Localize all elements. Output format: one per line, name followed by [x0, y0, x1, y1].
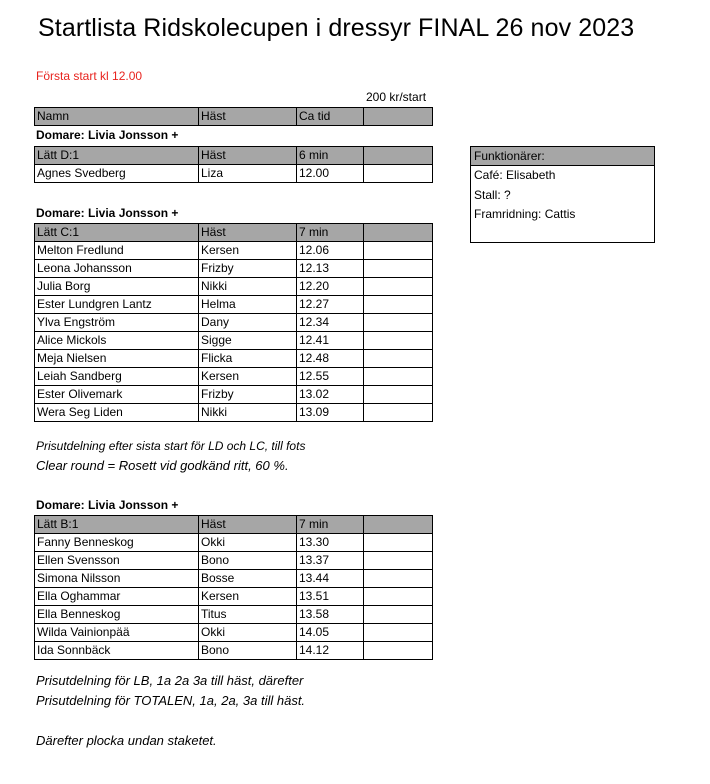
duration-cell: 7 min	[297, 224, 364, 242]
time-cell: 13.37	[297, 552, 364, 570]
time-cell: 12.48	[297, 350, 364, 368]
extra-column-header	[364, 108, 433, 126]
horse-cell: Kersen	[199, 242, 297, 260]
rider-cell: Ida Sonnbäck	[35, 642, 199, 660]
rider-cell: Ellen Svensson	[35, 552, 199, 570]
extra-cell	[364, 260, 433, 278]
table-row	[35, 570, 433, 588]
rider-cell: Alice Mickols	[35, 332, 199, 350]
judge-label-ld: Domare: Livia Jonsson +	[36, 128, 179, 142]
time-cell: 13.51	[297, 588, 364, 606]
staff-title: Funktionärer:	[471, 147, 654, 166]
extra-cell	[364, 368, 433, 386]
time-cell: 12.06	[297, 242, 364, 260]
rider-cell: Ester Lundgren Lantz	[35, 296, 199, 314]
judge-label-lc: Domare: Livia Jonsson +	[36, 206, 179, 220]
time-cell: 12.41	[297, 332, 364, 350]
time-cell: 14.05	[297, 624, 364, 642]
rider-cell: Fanny Benneskog	[35, 534, 199, 552]
table-row	[35, 332, 433, 350]
table-row	[35, 296, 433, 314]
extra-cell	[364, 606, 433, 624]
extra-cell	[364, 534, 433, 552]
extra-cell	[364, 350, 433, 368]
staff-box	[470, 146, 655, 243]
extra-cell	[364, 404, 433, 422]
extra-cell	[364, 570, 433, 588]
staff-warmup: Framridning: Cattis	[474, 207, 576, 221]
time-cell: 13.30	[297, 534, 364, 552]
class-header-row	[35, 147, 433, 165]
rider-cell: Leona Johansson	[35, 260, 199, 278]
extra-header-cell	[364, 147, 433, 165]
table-row	[35, 314, 433, 332]
extra-cell	[364, 314, 433, 332]
extra-cell	[364, 386, 433, 404]
table-row	[35, 552, 433, 570]
horse-cell: Frizby	[199, 260, 297, 278]
time-cell: 13.09	[297, 404, 364, 422]
horse-cell: Titus	[199, 606, 297, 624]
time-cell: 12.55	[297, 368, 364, 386]
rider-cell: Meja Nielsen	[35, 350, 199, 368]
horse-cell: Kersen	[199, 588, 297, 606]
extra-cell	[364, 332, 433, 350]
class-table-lb	[34, 515, 433, 660]
rider-cell: Ylva Engström	[35, 314, 199, 332]
time-cell: 12.00	[297, 165, 364, 183]
prize-note-total: Prisutdelning för TOTALEN, 1a, 2a, 3a till häst.	[36, 693, 306, 708]
time-cell: 12.34	[297, 314, 364, 332]
time-cell: 12.20	[297, 278, 364, 296]
class-header-row	[35, 224, 433, 242]
first-start-time: Första start kl 12.00	[36, 69, 143, 83]
judge-label-lb: Domare: Livia Jonsson +	[36, 498, 179, 512]
class-name-cell: Lätt B:1	[35, 516, 199, 534]
extra-cell	[364, 165, 433, 183]
extra-cell	[364, 642, 433, 660]
horse-cell: Flicka	[199, 350, 297, 368]
rider-cell: Agnes Svedberg	[35, 165, 199, 183]
rider-cell: Ester Olivemark	[35, 386, 199, 404]
class-name-cell: Lätt C:1	[35, 224, 199, 242]
staff-stable: Stall: ?	[474, 187, 511, 202]
class-name-cell: Lätt D:1	[35, 147, 199, 165]
table-row	[35, 165, 433, 183]
horse-cell: Nikki	[199, 278, 297, 296]
page-title: Startlista Ridskolecupen i dressyr FINAL 26 nov 2023	[38, 14, 635, 42]
time-cell: 12.27	[297, 296, 364, 314]
cleanup-note: Därefter plocka undan staketet.	[36, 733, 217, 748]
price-per-start: 200 kr/start	[366, 90, 427, 104]
rider-cell: Ella Oghammar	[35, 588, 199, 606]
table-row	[35, 386, 433, 404]
horse-header-cell: Häst	[199, 516, 297, 534]
extra-header-cell	[364, 516, 433, 534]
table-row	[35, 624, 433, 642]
table-row	[35, 368, 433, 386]
name-column-header: Namn	[35, 108, 199, 126]
time-cell: 13.44	[297, 570, 364, 588]
class-table-lc	[34, 223, 433, 422]
horse-cell: Bosse	[199, 570, 297, 588]
horse-cell: Bono	[199, 552, 297, 570]
table-row	[35, 404, 433, 422]
time-cell: 13.58	[297, 606, 364, 624]
rider-cell: Melton Fredlund	[35, 242, 199, 260]
horse-cell: Bono	[199, 642, 297, 660]
horse-cell: Liza	[199, 165, 297, 183]
time-cell: 13.02	[297, 386, 364, 404]
horse-cell: Frizby	[199, 386, 297, 404]
horse-column-header: Häst	[199, 108, 297, 126]
extra-cell	[364, 552, 433, 570]
clear-round-note: Clear round = Rosett vid godkänd ritt, 60 %.	[36, 458, 289, 473]
extra-header-cell	[364, 224, 433, 242]
horse-cell: Okki	[199, 534, 297, 552]
time-cell: 12.13	[297, 260, 364, 278]
table-row	[35, 642, 433, 660]
class-table-ld	[34, 146, 433, 183]
table-row	[35, 350, 433, 368]
rider-cell: Julia Borg	[35, 278, 199, 296]
class-header-row	[35, 516, 433, 534]
prize-note-ld-lc: Prisutdelning efter sista start för LD och LC, till fots	[36, 439, 306, 453]
rider-cell: Leiah Sandberg	[35, 368, 199, 386]
extra-cell	[364, 278, 433, 296]
horse-cell: Sigge	[199, 332, 297, 350]
table-row	[35, 588, 433, 606]
table-row	[35, 260, 433, 278]
horse-cell: Helma	[199, 296, 297, 314]
horse-header-cell: Häst	[199, 224, 297, 242]
rider-cell: Wera Seg Liden	[35, 404, 199, 422]
extra-cell	[364, 296, 433, 314]
rider-cell: Ella Benneskog	[35, 606, 199, 624]
rider-cell: Wilda Vainionpää	[35, 624, 199, 642]
duration-cell: 6 min	[297, 147, 364, 165]
table-row	[35, 606, 433, 624]
horse-cell: Kersen	[199, 368, 297, 386]
horse-cell: Dany	[199, 314, 297, 332]
extra-cell	[364, 588, 433, 606]
time-cell: 14.12	[297, 642, 364, 660]
horse-cell: Okki	[199, 624, 297, 642]
table-row	[35, 278, 433, 296]
staff-cafe: Café: Elisabeth	[474, 168, 556, 182]
prize-note-lb: Prisutdelning för LB, 1a 2a 3a till häst, därefter	[36, 673, 304, 688]
horse-cell: Nikki	[199, 404, 297, 422]
table-row	[35, 534, 433, 552]
rider-cell: Simona Nilsson	[35, 570, 199, 588]
time-column-header: Ca tid	[297, 108, 364, 126]
extra-cell	[364, 624, 433, 642]
column-header-table	[34, 107, 433, 126]
extra-cell	[364, 242, 433, 260]
horse-header-cell: Häst	[199, 147, 297, 165]
table-row	[35, 242, 433, 260]
duration-cell: 7 min	[297, 516, 364, 534]
column-header-row	[35, 108, 433, 126]
